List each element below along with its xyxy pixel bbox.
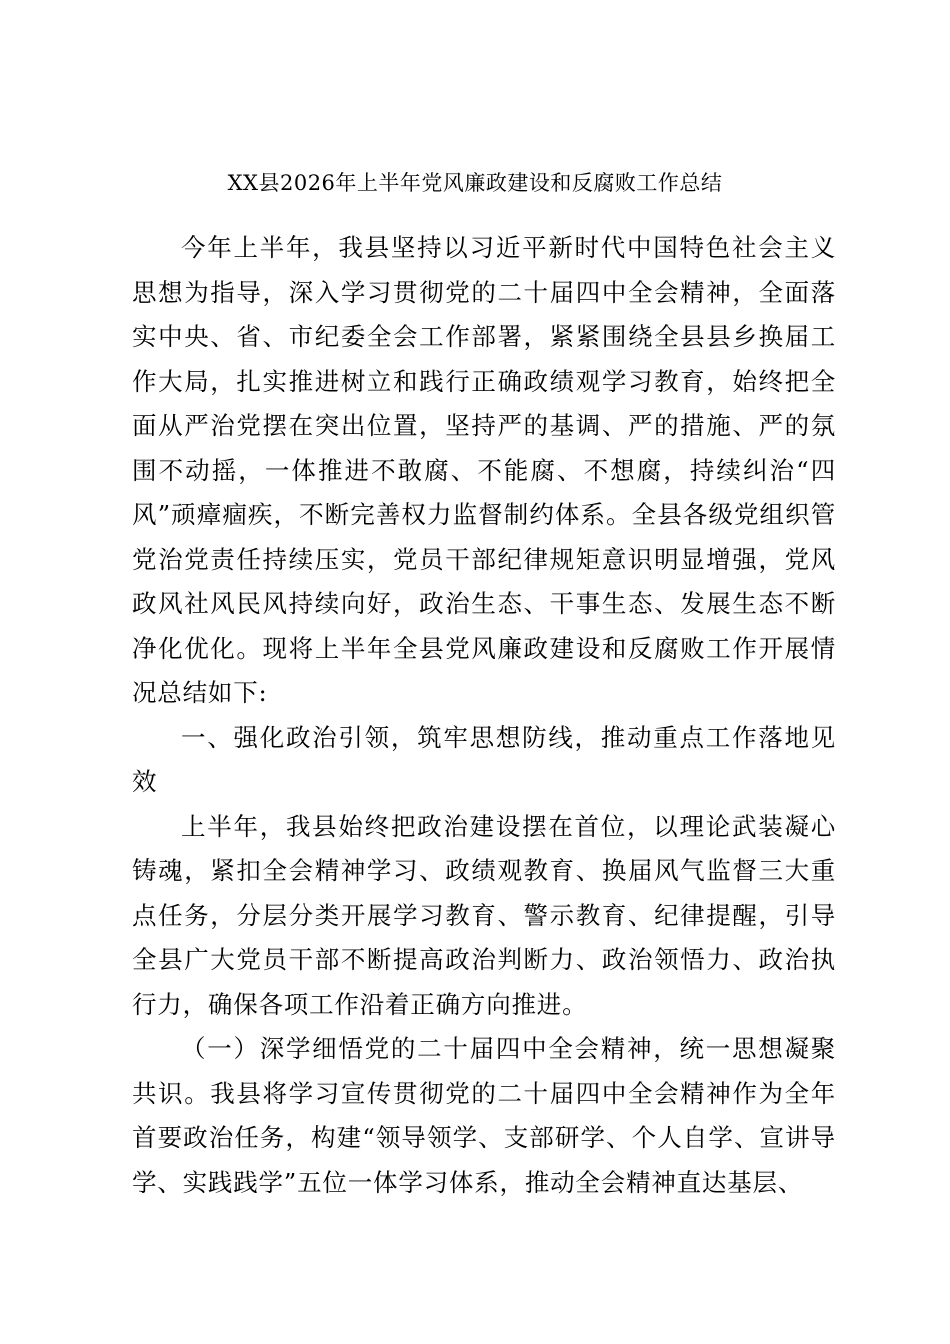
- section-heading-1: 一、强化政治引领，筑牢思想防线，推动重点工作落地见效: [132, 722, 836, 796]
- intro-paragraph: 今年上半年，我县坚持以习近平新时代中国特色社会主义思想为指导，深入学习贯彻党的二十届四中全会精神，全面落实中央、省、市纪委全会工作部署，紧紧围绕全县县乡换届工作大局，扎实推进树立和践行正确政绩观学习教育，始终把全面从严治党摆在突出位置，坚持严的基调、严的措施、严的氛围不动摇，一体推进不敢腐、不能腐、不想腐，持续纠治“四风”顽瘴痼疾，不断完善权力监督制约体系。全县各级党组织管党治党责任持续压实，党员干部纪律规矩意识明显增强，党风政风社风民风持续向好，政治生态、干事生态、发展生态不断净化优化。现将上半年全县党风廉政建设和反腐败工作开展情况总结如下:: [132, 233, 837, 707]
- section-1-paragraph: 上半年，我县始终把政治建设摆在首位，以理论武装凝心铸魂，紧扣全会精神学习、政绩观教育、换届风气监督三大重点任务，分层分类开展学习教育、警示教育、纪律提醒，引导全县广大党员干部不断提高政治判断力、政治领悟力、政治执行力，确保各项工作沿着正确方向推进。: [132, 811, 836, 1019]
- document-title: XX县2026年上半年党风廉政建设和反腐败工作总结: [227, 171, 723, 195]
- document-body: [132, 226, 836, 1205]
- subsection-1-paragraph: （一）深学细悟党的二十届四中全会精神，统一思想凝聚共识。我县将学习宣传贯彻党的二十届四中全会精神作为全年首要政治任务，构建“领导领学、支部研学、个人自学、宣讲导学、实践践学”五位一体学习体系，推动全会精神直达基层、: [132, 1034, 836, 1197]
